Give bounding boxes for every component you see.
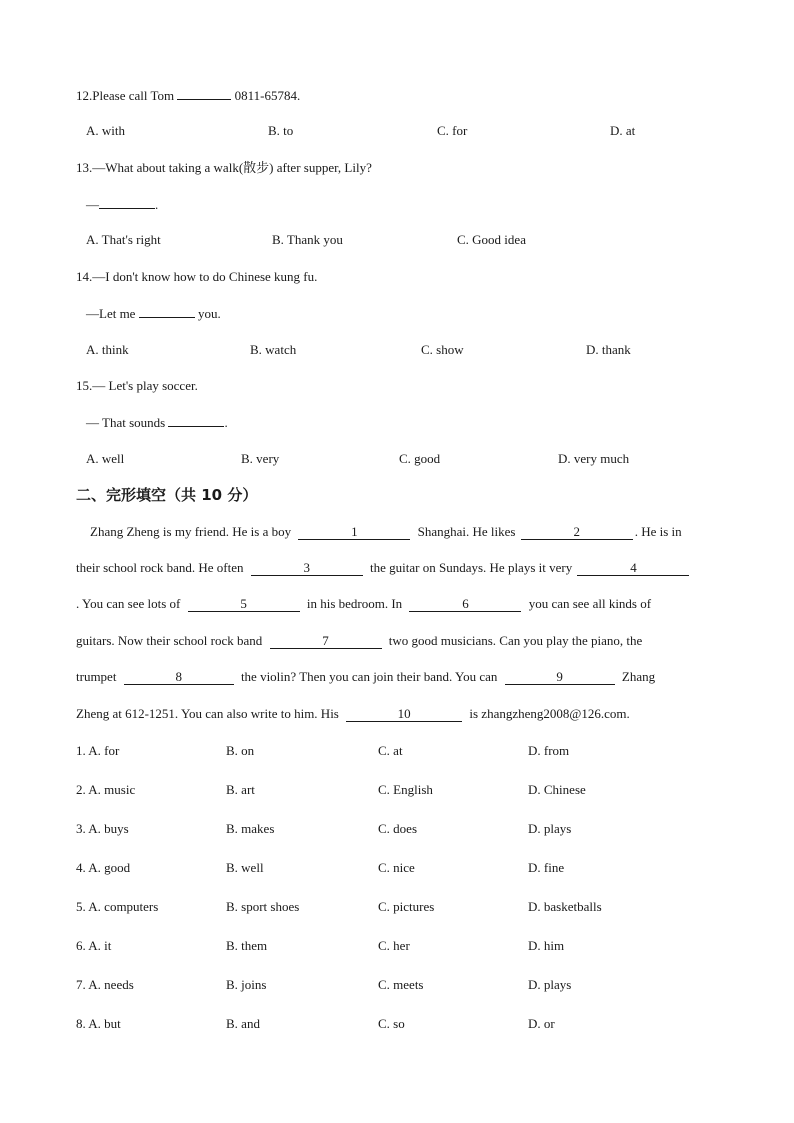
passage-text: you can see all kinds of: [528, 596, 652, 611]
cloze-option-7-a: 7. A. needs: [76, 977, 134, 992]
question-12-stem: [76, 87, 300, 104]
cloze-option-7-d: D. plays: [528, 977, 572, 992]
reply-end: you.: [197, 306, 221, 321]
passage-text: in his bedroom. In: [306, 596, 403, 611]
cloze-option-3-d: D. plays: [528, 821, 572, 836]
cloze-option-4-b: B. well: [226, 860, 264, 875]
passage-line-6: [76, 706, 630, 722]
passage-text: Zhang Zheng is my friend. He is a boy: [90, 524, 292, 539]
section-title: 二、完形填空（共 10 分）: [76, 486, 258, 504]
cloze-blank-10: 10: [346, 707, 462, 722]
cloze-blank-1: 1: [298, 525, 410, 540]
question-12-text: 12.Please call Tom: [76, 88, 175, 103]
cloze-option-8-d: D. or: [528, 1016, 555, 1031]
passage-text: Zhang: [621, 669, 656, 684]
option-a: A. well: [86, 451, 125, 466]
cloze-option-8-a: 8. A. but: [76, 1016, 121, 1031]
passage-line-5: [76, 669, 655, 685]
cloze-blank-3: 3: [251, 561, 363, 576]
cloze-option-2-b: B. art: [226, 782, 255, 797]
cloze-option-5-d: D. basketballs: [528, 899, 602, 914]
option-a: A. think: [86, 342, 129, 357]
answer-blank: [177, 87, 231, 100]
cloze-option-7-b: B. joins: [226, 977, 267, 992]
passage-text: Zheng at 612-1251. You can also write to him. His: [76, 706, 339, 721]
passage-text: Shanghai. He likes: [417, 524, 516, 539]
passage-text: two good musicians. Can you play the piano, the: [388, 633, 643, 648]
cloze-option-4-d: D. fine: [528, 860, 565, 875]
option-c: C. good: [399, 451, 441, 466]
cloze-option-2-c: C. English: [378, 782, 433, 797]
cloze-option-6-a: 6. A. it: [76, 938, 112, 953]
question-13-reply: [86, 196, 158, 213]
cloze-option-2-a: 2. A. music: [76, 782, 136, 797]
question-12-text-end: 0811-65784.: [234, 88, 301, 103]
passage-text: their school rock band. He often: [76, 560, 244, 575]
cloze-option-1-a: 1. A. for: [76, 743, 120, 758]
passage-text: . You can see lots of: [76, 596, 181, 611]
cloze-option-6-d: D. him: [528, 938, 565, 953]
question-15-reply: [86, 414, 228, 431]
question-14-reply: [86, 305, 221, 322]
reply-end: .: [155, 197, 159, 212]
cloze-option-8-b: B. and: [226, 1016, 260, 1031]
cloze-option-4-a: 4. A. good: [76, 860, 131, 875]
cloze-blank-4: 4: [577, 561, 689, 576]
passage-line-4: [76, 633, 642, 649]
answer-blank: [99, 196, 155, 209]
option-b: B. very: [241, 451, 280, 466]
cloze-blank-8: 8: [124, 670, 234, 685]
passage-text: the violin? Then you can join their band. You can: [240, 669, 498, 684]
option-d: D. thank: [586, 342, 631, 357]
answer-blank: [139, 305, 195, 318]
cloze-option-3-a: 3. A. buys: [76, 821, 129, 836]
cloze-option-2-d: D. Chinese: [528, 782, 586, 797]
option-b: B. Thank you: [272, 232, 343, 247]
cloze-option-7-c: C. meets: [378, 977, 424, 992]
cloze-blank-5: 5: [188, 597, 300, 612]
passage-text: the guitar on Sundays. He plays it very: [370, 560, 573, 575]
option-a: A. That's right: [86, 232, 161, 247]
cloze-option-1-c: C. at: [378, 743, 403, 758]
cloze-option-6-c: C. her: [378, 938, 410, 953]
cloze-blank-9: 9: [505, 670, 615, 685]
cloze-blank-7: 7: [270, 634, 382, 649]
option-c: C. for: [437, 123, 468, 138]
option-b: B. to: [268, 123, 294, 138]
answer-blank: [168, 414, 224, 427]
cloze-option-4-c: C. nice: [378, 860, 415, 875]
cloze-option-1-d: D. from: [528, 743, 570, 758]
question-15-stem: 15.— Let's play soccer.: [76, 378, 198, 393]
option-d: D. at: [610, 123, 636, 138]
passage-text: trumpet: [76, 669, 117, 684]
passage-line-2: [76, 560, 691, 576]
passage-text: is zhangzheng2008@126.com.: [469, 706, 630, 721]
cloze-blank-6: 6: [409, 597, 521, 612]
cloze-option-5-a: 5. A. computers: [76, 899, 159, 914]
cloze-option-5-c: C. pictures: [378, 899, 435, 914]
passage-line-1: [90, 524, 682, 540]
cloze-option-3-c: C. does: [378, 821, 417, 836]
cloze-blank-2: 2: [521, 525, 633, 540]
option-d: D. very much: [558, 451, 630, 466]
question-14-stem: 14.—I don't know how to do Chinese kung fu.: [76, 269, 318, 284]
option-b: B. watch: [250, 342, 297, 357]
cloze-option-3-b: B. makes: [226, 821, 275, 836]
passage-text: guitars. Now their school rock band: [76, 633, 263, 648]
option-a: A. with: [86, 123, 125, 138]
reply-text: —Let me: [86, 306, 136, 321]
question-13-stem: 13.—What about taking a walk(散步) after supper, Lily?: [76, 160, 372, 175]
cloze-option-1-b: B. on: [226, 743, 255, 758]
reply-end: .: [224, 415, 228, 430]
cloze-option-8-c: C. so: [378, 1016, 405, 1031]
reply-text: — That sounds: [86, 415, 166, 430]
option-c: C. show: [421, 342, 464, 357]
cloze-option-5-b: B. sport shoes: [226, 899, 300, 914]
passage-line-3: [76, 596, 651, 612]
reply-dash: —: [86, 197, 99, 212]
passage-text: . He is in: [634, 524, 682, 539]
cloze-option-6-b: B. them: [226, 938, 268, 953]
option-c: C. Good idea: [457, 232, 526, 247]
